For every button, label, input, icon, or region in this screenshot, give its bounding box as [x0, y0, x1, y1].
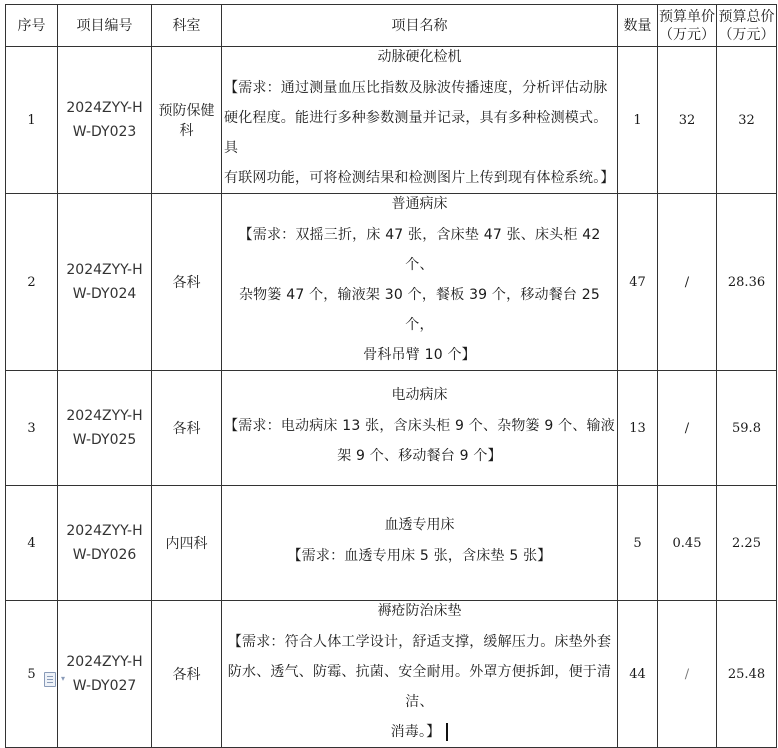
- item-requirement: [224, 627, 615, 747]
- cell-qty: 47: [618, 194, 658, 371]
- code-line: 2024ZYY-H: [66, 100, 143, 116]
- cell-seq: 5: [6, 601, 58, 748]
- cell-qty: 13: [618, 371, 658, 486]
- cell-unit-price: 32: [658, 47, 717, 194]
- req-line: 硬化程度。能进行多种参数测量并记录，具有多种检测模式。具: [224, 110, 608, 156]
- header-code: 项目编号: [58, 5, 152, 47]
- cell-dept: 各科: [152, 601, 222, 748]
- header-unit-price-line1: 预算单价: [659, 8, 715, 25]
- cell-total-price: 28.36: [717, 194, 777, 371]
- cell-total-price: 2.25: [717, 486, 777, 601]
- cell-dept: 各科: [152, 371, 222, 486]
- table-row: [6, 371, 777, 486]
- table-row: [6, 47, 777, 194]
- paste-options-button[interactable]: [44, 672, 74, 686]
- cell-dept: 内四科: [152, 486, 222, 601]
- cell-item-name[interactable]: [222, 601, 618, 748]
- req-line: 骨科吊臂 10 个】: [363, 347, 476, 363]
- cell-qty: 1: [618, 47, 658, 194]
- req-line: 【需求：通过测量血压比指数及脉波传播速度，分析评估动脉: [224, 80, 608, 96]
- cell-unit-price: /: [658, 601, 717, 748]
- cell-unit-price: 0.45: [658, 486, 717, 601]
- cell-seq: 2: [6, 194, 58, 371]
- code-line: 2024ZYY-H: [66, 408, 143, 424]
- code-line: W-DY023: [72, 124, 137, 140]
- item-name: 动脉硬化检机: [377, 49, 462, 65]
- req-line: 消毒。】: [390, 724, 441, 740]
- cell-item-name: [222, 486, 618, 601]
- cell-item-name: [222, 194, 618, 371]
- code-line: W-DY025: [72, 432, 137, 448]
- cell-total-price: 59.8: [717, 371, 777, 486]
- req-line: 【需求：符合人体工学设计，舒适支撑，缓解压力。床垫外套: [227, 634, 612, 650]
- req-line: 杂物篓 47 个，输液架 30 个，餐板 39 个，移动餐台 25 个，: [238, 287, 600, 333]
- cell-total-price: 32: [717, 47, 777, 194]
- item-requirement: [224, 220, 615, 370]
- header-unit-price-line2: （万元）: [659, 26, 715, 43]
- req-line: 【需求：电动病床 13 张，含床头柜 9 个、杂物篓 9 个、输液: [224, 418, 615, 434]
- req-line: 有联网功能，可将检测结果和检测图片上传到现有体检系统。】: [224, 170, 615, 186]
- cell-item-name: [222, 371, 618, 486]
- item-requirement: [224, 411, 615, 471]
- text-cursor: [446, 723, 448, 741]
- cell-unit-price: /: [658, 194, 717, 371]
- cell-seq: 4: [6, 486, 58, 601]
- cell-qty: 44: [618, 601, 658, 748]
- code-line: W-DY024: [72, 286, 137, 302]
- header-name: 项目名称: [222, 5, 618, 47]
- header-dept: 科室: [152, 5, 222, 47]
- req-line: 【需求：双摇三折，床 47 张，含床垫 47 张、床头柜 42 个、: [238, 227, 601, 273]
- req-line: 【需求：血透专用床 5 张，含床垫 5 张】: [287, 548, 552, 564]
- req-line: 防水、透气、防霉、抗菌、安全耐用。外罩方便拆卸，便于清洁、: [227, 664, 612, 710]
- cell-code: [58, 47, 152, 194]
- table-row: [6, 601, 777, 748]
- header-seq: 序号: [6, 5, 58, 47]
- code-line: W-DY026: [72, 547, 137, 563]
- cell-seq: 3: [6, 371, 58, 486]
- table-row: [6, 486, 777, 601]
- header-unit-price: [658, 5, 717, 47]
- cell-code: [58, 194, 152, 371]
- header-total-price-line2: （万元）: [718, 26, 775, 43]
- item-requirement: [224, 541, 615, 571]
- code-line: W-DY027: [72, 678, 137, 694]
- table-row: [6, 194, 777, 371]
- code-line: 2024ZYY-H: [66, 262, 143, 278]
- chevron-down-icon: ▾: [61, 674, 66, 683]
- cell-code: [58, 371, 152, 486]
- item-name: 褥疮防治床垫: [377, 603, 462, 619]
- cell-item-name: [222, 47, 618, 194]
- code-line: 2024ZYY-H: [66, 523, 143, 539]
- item-name: 普通病床: [391, 196, 448, 212]
- cell-code: [58, 486, 152, 601]
- code-line: 2024ZYY-H: [66, 654, 143, 670]
- cell-unit-price: /: [658, 371, 717, 486]
- header-row: [6, 5, 777, 47]
- cell-total-price: 25.48: [717, 601, 777, 748]
- item-name: 电动病床: [391, 387, 448, 403]
- header-total-price: [717, 5, 777, 47]
- item-name: 血透专用床: [384, 517, 455, 533]
- item-requirement: [224, 73, 615, 193]
- cell-qty: 5: [618, 486, 658, 601]
- req-line: 架 9 个、移动餐台 9 个】: [337, 448, 502, 464]
- header-total-price-line1: 预算总价: [718, 8, 775, 25]
- procurement-table: [5, 4, 777, 748]
- cell-dept: 各科: [152, 194, 222, 371]
- document-icon: [44, 672, 56, 687]
- cell-dept: 预防保健科: [152, 47, 222, 194]
- header-qty: 数量: [618, 5, 658, 47]
- cell-seq: 1: [6, 47, 58, 194]
